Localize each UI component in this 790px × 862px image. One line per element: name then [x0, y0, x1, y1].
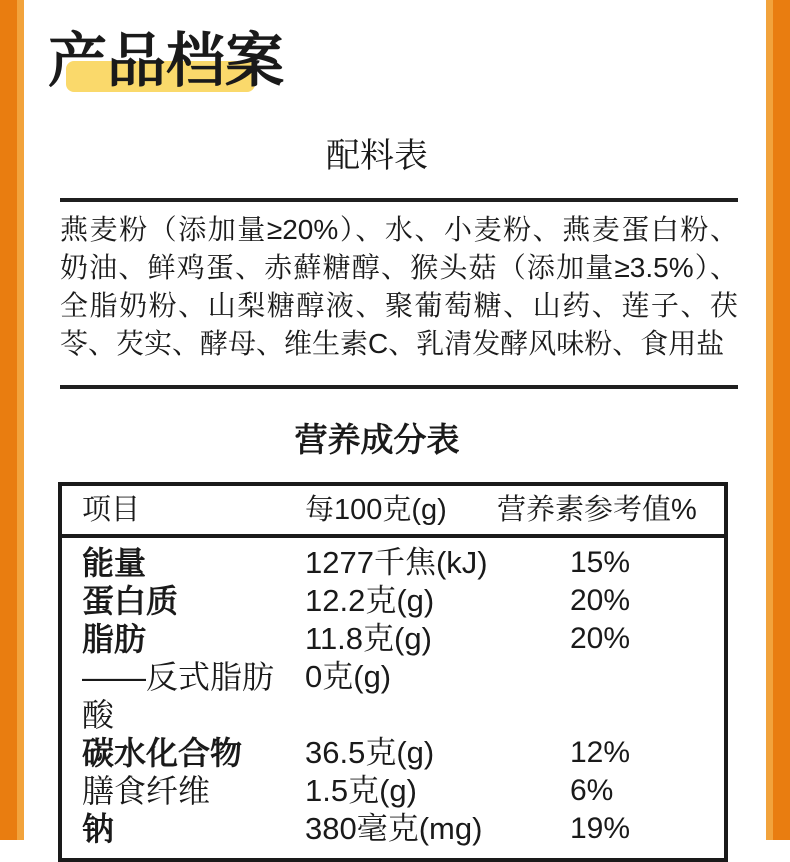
page-title-text: 产品档案: [48, 28, 285, 94]
row-nrv-value: 20%: [570, 622, 631, 655]
row-per100g-value: 36.5克(g): [305, 735, 435, 770]
table-row-trans-fat: [62, 658, 724, 734]
ingredients-divider-bottom: [60, 385, 738, 389]
row-per100g-value: 1.5克(g): [305, 773, 417, 808]
table-row-fat: [62, 620, 724, 658]
row-item-label: ——反式脂肪酸: [82, 659, 275, 733]
nutrition-table: [58, 482, 728, 862]
table-row-energy: [62, 544, 724, 582]
table-row-carbohydrate: [62, 734, 724, 772]
table-row-dietary-fiber: [62, 772, 724, 810]
nutrition-heading: 营养成分表: [294, 421, 460, 458]
nutrition-table-body: [62, 538, 724, 858]
ingredients-line: 奶油、鲜鸡蛋、赤蘚糖醇、猴头菇（添加量≥3.5%）、: [60, 252, 738, 283]
row-nrv-value: 19%: [570, 812, 631, 845]
table-row-sodium: [62, 810, 724, 848]
ingredients-line: 苓、芡实、酵母、维生素C、乳清发酵风味粉、食用盐: [60, 328, 725, 359]
column-header-item: 项目: [82, 494, 141, 526]
nutrition-table-header: [62, 486, 724, 538]
row-nrv-value: 12%: [570, 736, 631, 769]
ingredients-heading: 配料表: [326, 137, 428, 175]
content-area: [24, 0, 766, 847]
row-per100g-value: 1277千焦(kJ): [305, 545, 488, 580]
row-per100g-value: 0克(g): [305, 659, 392, 694]
right-accent-strip: [766, 0, 773, 840]
left-accent-bar: [0, 0, 17, 840]
page-title: [48, 26, 328, 98]
ingredients-text: [60, 202, 738, 363]
row-nrv-value: 15%: [570, 546, 631, 579]
row-item-label: 膳食纤维: [82, 773, 211, 809]
row-item-label: 能量: [82, 545, 147, 581]
column-header-nrv: 营养素参考值%: [497, 494, 697, 526]
row-nrv-value: 6%: [570, 774, 614, 807]
column-header-per100g: 每100克(g): [305, 494, 447, 526]
row-per100g-value: 11.8克(g): [305, 621, 432, 656]
row-item-label: 蛋白质: [82, 583, 179, 619]
row-nrv-value: 20%: [570, 584, 631, 617]
row-item-label: 钠: [82, 811, 115, 847]
row-nrv-value: [570, 658, 724, 734]
table-row-protein: [62, 582, 724, 620]
ingredients-line: 全脂奶粉、山梨糖醇液、聚葡萄糖、山药、莲子、茯: [60, 290, 738, 321]
row-item-label: 碳水化合物: [82, 735, 243, 771]
row-per100g-value: 12.2克(g): [305, 583, 435, 618]
row-item-label: 脂肪: [82, 621, 147, 657]
right-accent-bar: [773, 0, 790, 840]
left-accent-strip: [17, 0, 24, 840]
ingredients-line: 燕麦粉（添加量≥20%）、水、小麦粉、燕麦蛋白粉、: [60, 214, 738, 245]
row-per100g-value: 380毫克(mg): [305, 811, 483, 846]
